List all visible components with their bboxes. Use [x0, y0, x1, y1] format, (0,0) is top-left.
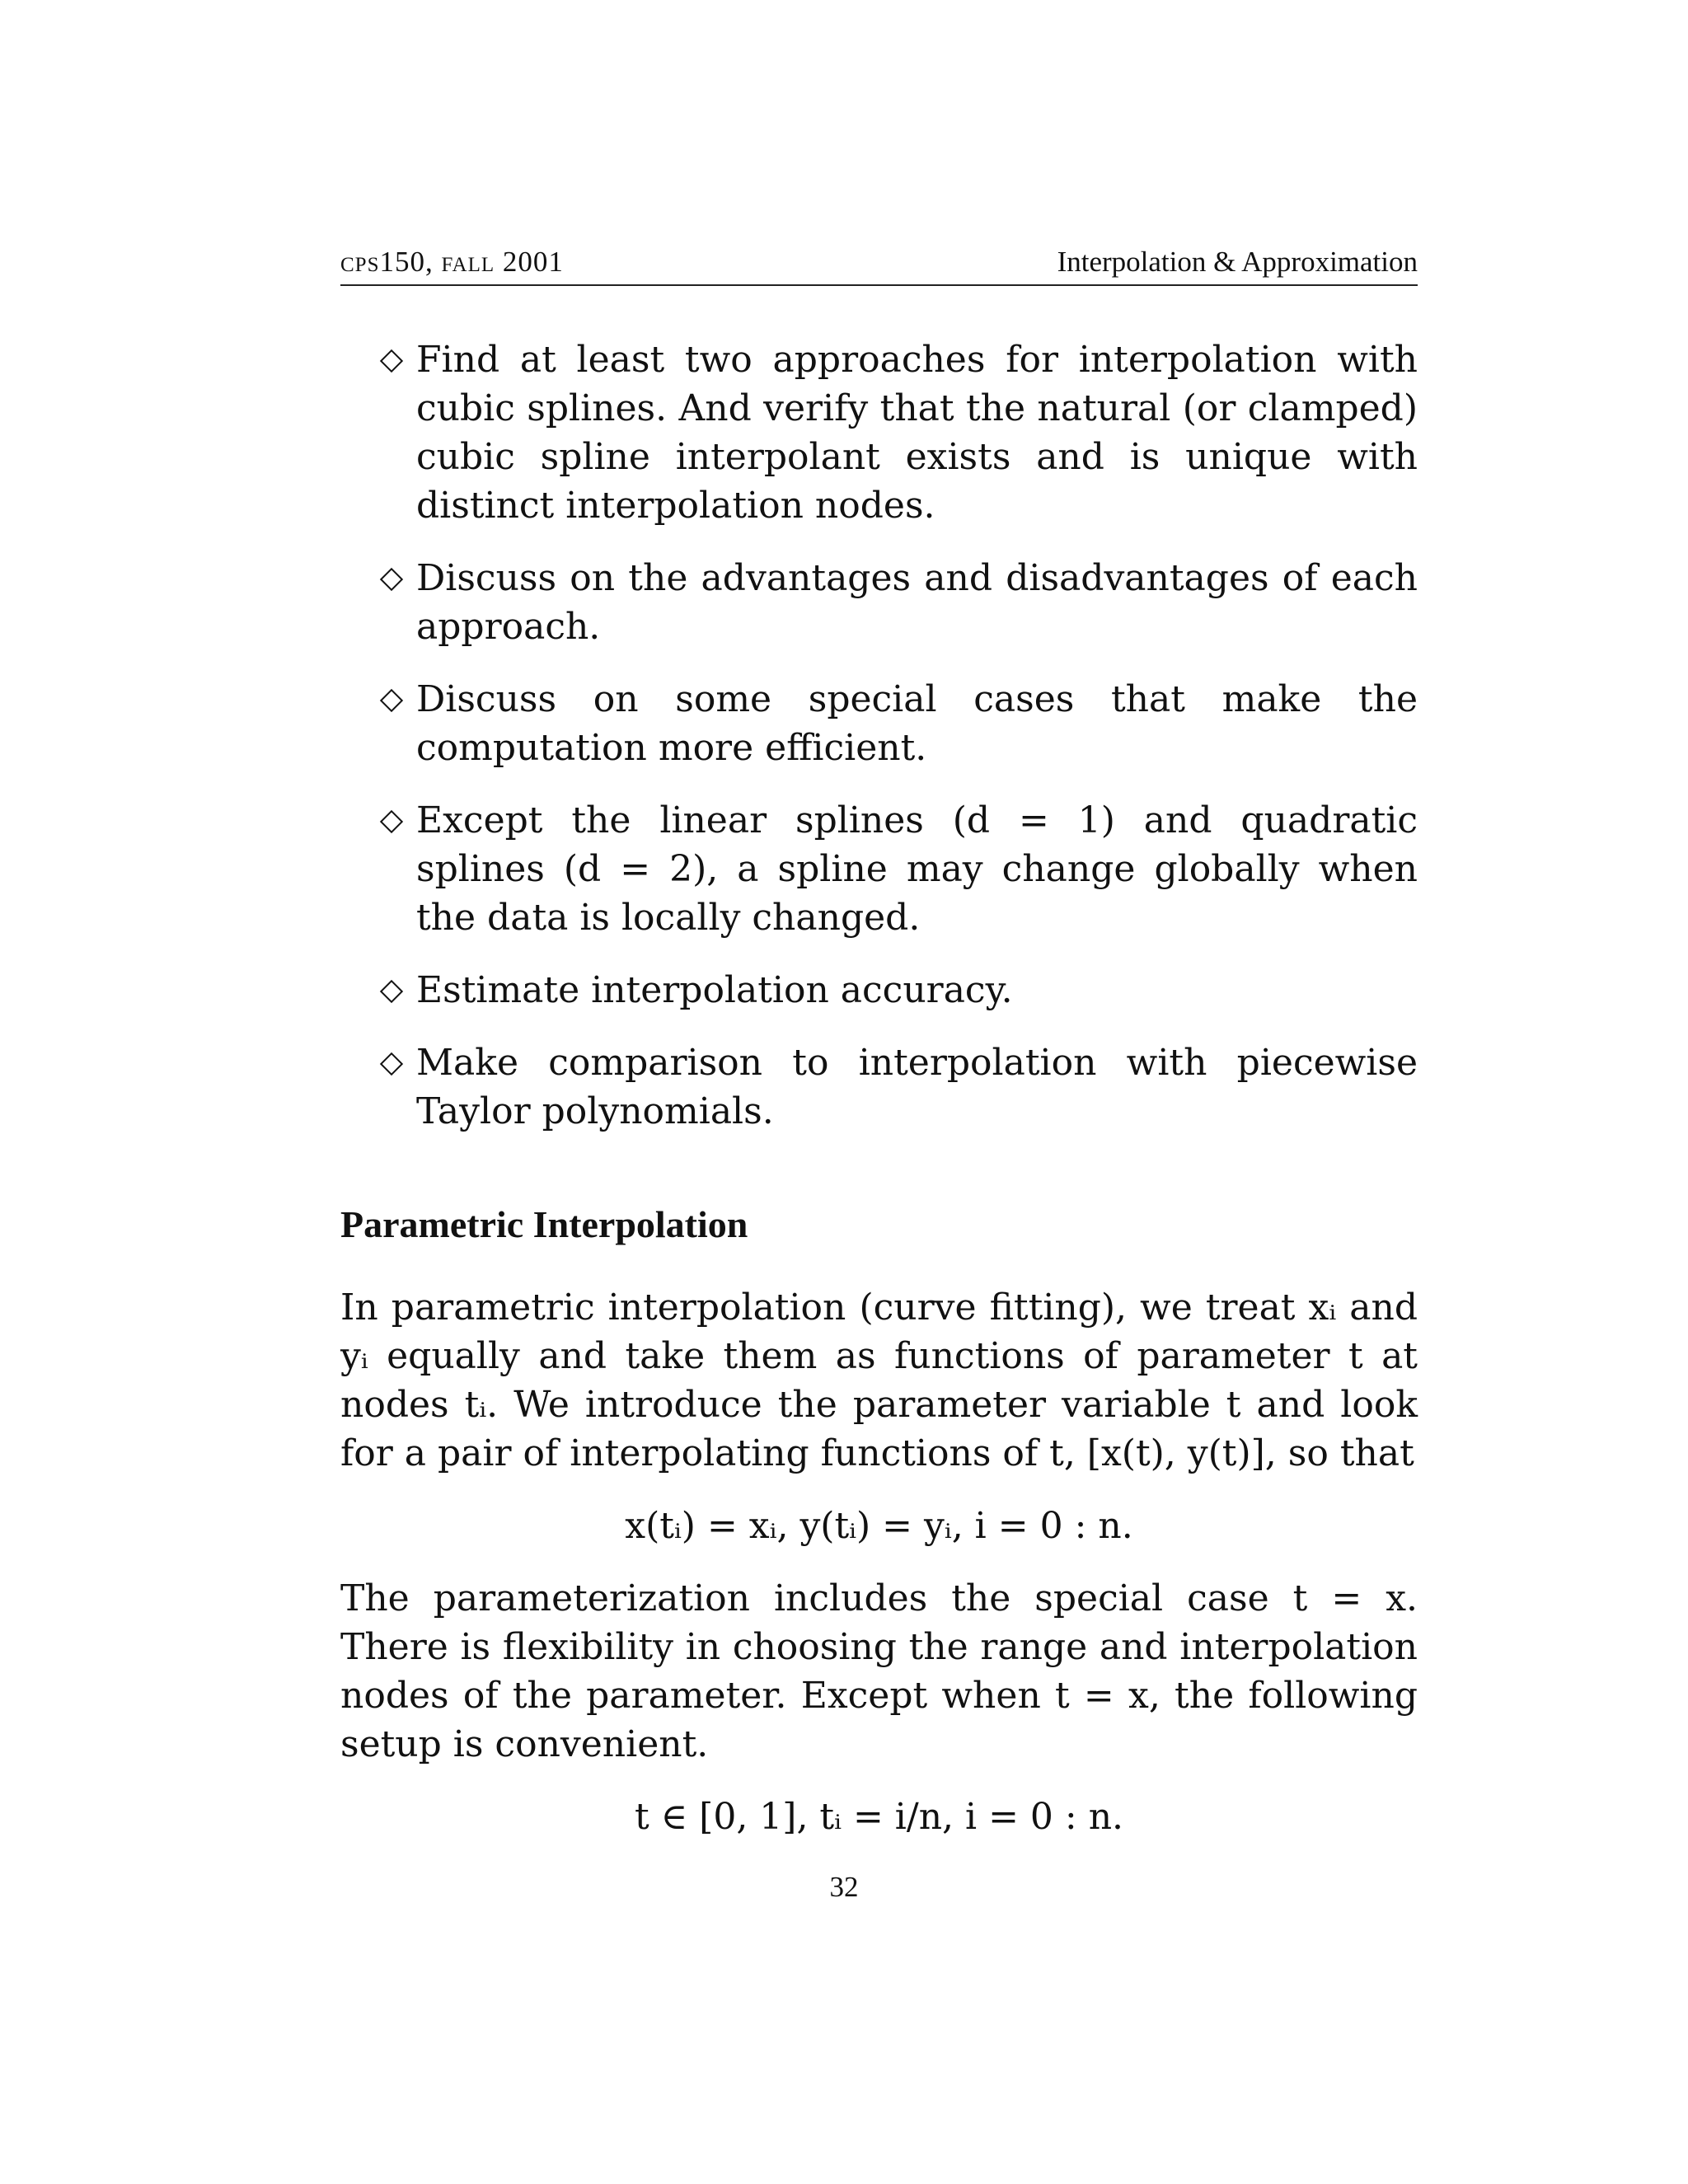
- list-item-text: Estimate interpolation accuracy.: [416, 969, 1013, 1011]
- list-item: [340, 335, 1418, 530]
- list-item-text: Discuss on some special cases that make the computation more efficient.: [416, 678, 1418, 769]
- paragraph-intro: In parametric interpolation (curve fitting), we treat xᵢ and yᵢ equally and take them as functions of parameter t at nodes tᵢ. We introduce the parameter variable t and look for a pair of interpolating functions of t, [x(t), y(t)], so that: [340, 1286, 1418, 1474]
- diamond-bullet-icon: [380, 810, 403, 833]
- diamond-bullet-icon: [380, 349, 403, 373]
- list-item: [340, 796, 1418, 942]
- course-label: cps150, fall 2001: [340, 246, 564, 278]
- section-heading: Parametric Interpolation: [340, 1203, 748, 1245]
- list-item-text: Discuss on the advantages and disadvantages of each approach.: [416, 557, 1418, 648]
- diamond-bullet-icon: [380, 980, 403, 1003]
- diamond-bullet-icon: [380, 1052, 403, 1076]
- page-number: 32: [829, 1871, 859, 1903]
- list-item: [340, 966, 1418, 1015]
- running-header: [340, 247, 1418, 286]
- list-item-text: Make comparison to interpolation with piecewise Taylor polynomials.: [416, 1042, 1418, 1132]
- bullet-list: [340, 335, 1418, 1136]
- list-item-text: Except the linear splines (d = 1) and quadratic splines (d = 2), a spline may change globally when the data is locally changed.: [416, 799, 1418, 939]
- document-page: [340, 247, 1418, 1865]
- list-item-text: Find at least two approaches for interpolation with cubic splines. And verify that the natural (or clamped) cubic spline interpolant exists and is unique with distinct interpolation nodes.: [416, 339, 1418, 527]
- diamond-bullet-icon: [380, 689, 403, 712]
- list-item: [340, 1038, 1418, 1136]
- list-item: [340, 675, 1418, 772]
- list-item: [340, 554, 1418, 651]
- paragraph-parameterization: The parameterization includes the special case t = x. There is flexibility in choosing the range and interpolation nodes of the parameter. Except when t = x, the following setup is convenient.: [340, 1577, 1418, 1765]
- equation-parameter-setup: t ∈ [0, 1], tᵢ = i/n, i = 0 : n.: [634, 1796, 1124, 1838]
- page-body: [340, 335, 1418, 1841]
- equation-interpolation-conditions: x(tᵢ) = xᵢ, y(tᵢ) = yᵢ, i = 0 : n.: [625, 1505, 1133, 1547]
- chapter-title: Interpolation & Approximation: [1057, 246, 1418, 278]
- diamond-bullet-icon: [380, 568, 403, 591]
